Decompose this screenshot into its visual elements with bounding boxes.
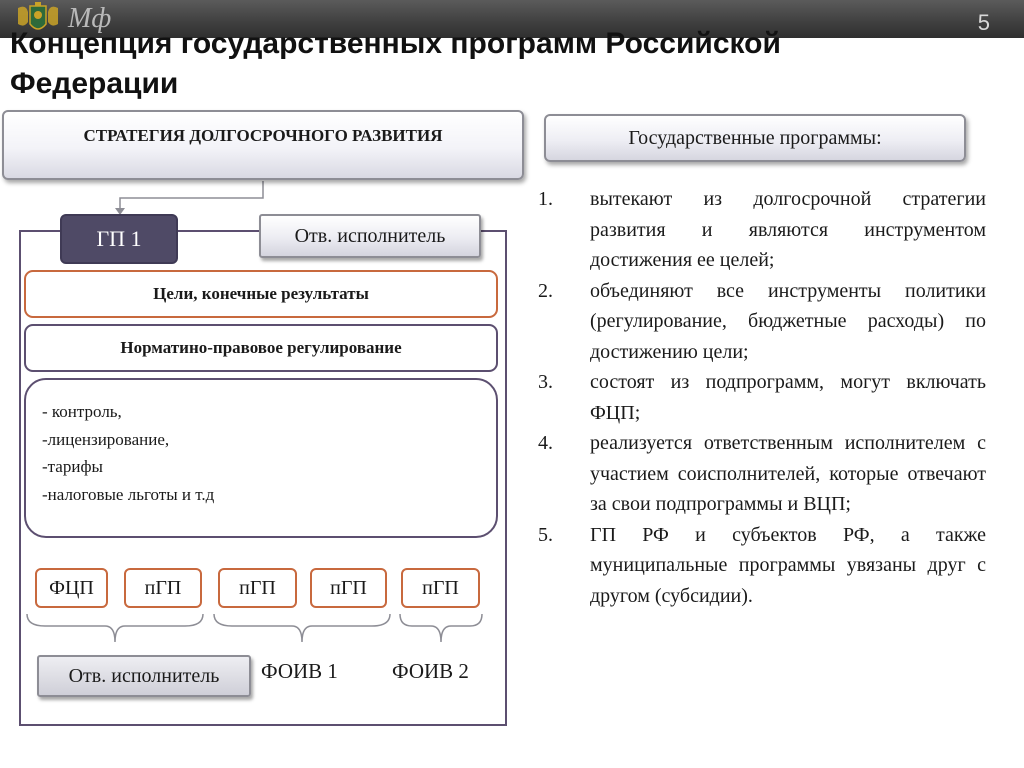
programs-list — [538, 184, 986, 611]
foiv-2-label: ФОИВ 2 — [392, 659, 469, 683]
list-item-text: объединяют все инструменты политики (регулирование, бюджетные расходы) по достижению цели; — [590, 279, 986, 363]
subprogram-pgp: пГП — [218, 568, 297, 608]
brace-icon — [25, 612, 205, 648]
list-item-number: 2. — [538, 279, 553, 302]
list-item — [538, 520, 986, 612]
strategy-box: СТРАТЕГИЯ ДОЛГОСРОЧНОГО РАЗВИТИЯ — [2, 110, 524, 180]
responsible-executor-bottom: Отв. исполнитель — [37, 655, 251, 697]
subprogram-pgp: пГП — [124, 568, 202, 608]
tools-box — [24, 378, 498, 538]
regulation-box: Норматино-правовое регулирование — [24, 324, 498, 372]
slide-number: 5 — [977, 10, 990, 35]
page-title: Концепция государственных программ Российской Федерации — [10, 27, 781, 100]
responsible-executor-top: Отв. исполнитель — [259, 214, 481, 258]
list-item-number: 4. — [538, 432, 553, 454]
tool-item: -тарифы — [42, 457, 103, 476]
list-item-text: ГП РФ и субъектов РФ, а также муниципальные программы увязаны друг с другом (субсидии). — [590, 523, 986, 607]
list-item-text: реализуется ответственным исполнителем с участием соисполнителей, которые отвечают за свои подпрограммы и ВЦП; — [590, 432, 986, 515]
list-item — [538, 367, 986, 428]
subprogram-pgp: пГП — [310, 568, 387, 608]
tool-item: -лицензирование, — [42, 429, 170, 449]
goals-box: Цели, конечные результаты — [24, 270, 498, 318]
list-item-text: состоят из подпрограмм, могут включать ФЦП; — [590, 371, 986, 424]
list-item-text: вытекают из долгосрочной стратегии развития и являются инструментом достижения ее целей; — [590, 188, 986, 271]
foiv-1-label: ФОИВ 1 — [261, 659, 338, 683]
brace-icon — [212, 612, 392, 648]
brand-mark: Мф — [68, 3, 112, 34]
gov-programs-heading: Государственные программы: — [544, 114, 966, 162]
subprogram-pgp: пГП — [401, 568, 480, 608]
gp1-box: ГП 1 — [60, 214, 178, 264]
tool-item: - контроль, — [42, 402, 122, 421]
brace-icon — [398, 612, 484, 648]
list-item-number: 5. — [538, 523, 553, 546]
subprogram-fcp: ФЦП — [35, 568, 108, 608]
list-item — [538, 276, 986, 368]
tool-item: -налоговые льготы и т.д — [42, 484, 215, 504]
list-item — [538, 428, 986, 520]
list-item-number: 3. — [538, 371, 553, 393]
list-item — [538, 184, 986, 276]
list-item-number: 1. — [538, 188, 553, 210]
